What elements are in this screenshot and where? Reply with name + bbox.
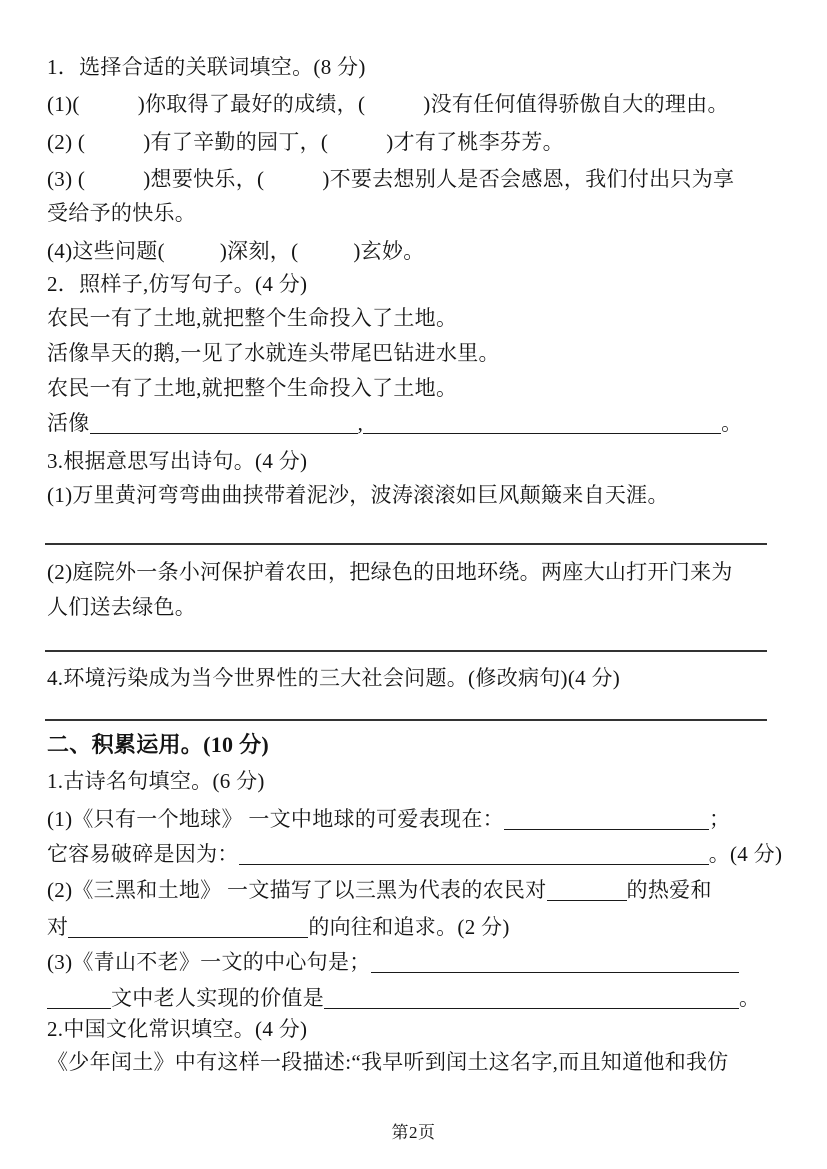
text-run: (3)《青山不老》一文的中心句是；	[47, 950, 371, 974]
paren-blank	[328, 148, 386, 149]
text-run: )深刻，(	[219, 239, 299, 263]
s2-q1-item-1-line-1	[47, 807, 730, 832]
text-run: 的热爱和	[626, 878, 712, 902]
q1-item-2	[47, 130, 564, 155]
s2-q1-item-3-line-2	[47, 986, 760, 1011]
answer-rule	[45, 719, 767, 721]
s2-q1-item-2-line-1	[47, 878, 712, 903]
answer-rule	[45, 543, 767, 545]
q1-item-3	[47, 167, 734, 192]
section2-heading: 二、积累运用。(10 分)	[47, 732, 270, 757]
text-run: 的向往和追求。(2 分)	[308, 915, 510, 939]
text-run: )才有了桃李芬芳。	[386, 130, 564, 154]
text-run: 。	[721, 411, 743, 435]
q2-prompt: 农民一有了土地,就把整个生命投入了土地。	[47, 376, 458, 400]
page-number: 第2页	[391, 1123, 436, 1142]
text-run: 它容易破碎是因为：	[47, 842, 239, 866]
s2-q1-item-2-line-2	[47, 915, 510, 940]
q1-item-1	[47, 92, 729, 117]
q1-heading: 1．选择合适的关联词填空。(8 分)	[47, 55, 366, 79]
paren-blank	[80, 110, 138, 111]
text-run: (2) (	[47, 130, 86, 154]
text-run: 。(4 分)	[708, 842, 783, 866]
answer-blank	[68, 917, 308, 938]
s2-q2-passage: 《少年闰土》中有这样一段描述:“我早听到闰土这名字,而且知道他和我仿	[47, 1050, 729, 1074]
paren-blank	[165, 257, 220, 258]
paren-blank	[85, 148, 143, 149]
text-run: )没有任何值得骄傲自大的理由。	[423, 92, 729, 116]
answer-blank	[547, 880, 627, 901]
text-run: )有了辛勤的园丁，(	[143, 130, 329, 154]
answer-blank	[90, 413, 358, 434]
s2-q1-item-1-line-2	[47, 842, 782, 867]
text-run: )想要快乐，(	[143, 167, 265, 191]
answer-rule	[45, 650, 767, 652]
text-run: (1)(	[47, 92, 80, 116]
text-run: 。	[739, 986, 761, 1010]
answer-blank	[324, 988, 739, 1009]
text-run: 对	[47, 915, 69, 939]
text-run: ；	[708, 807, 731, 831]
q2-heading: 2．照样子,仿写句子。(4 分)	[47, 272, 308, 296]
s2-q1-item-3-line-1	[47, 950, 739, 975]
answer-blank	[47, 988, 111, 1009]
q2-answer-line	[47, 411, 742, 436]
q1-item-3-continuation: 受给予的快乐。	[47, 201, 197, 225]
answer-blank	[371, 952, 739, 973]
paren-blank	[298, 257, 353, 258]
q3-heading: 3.根据意思写出诗句。(4 分)	[47, 449, 308, 473]
text-run: )你取得了最好的成绩，(	[137, 92, 366, 116]
paren-blank	[365, 110, 423, 111]
q3-item-2-line-1: (2)庭院外一条小河保护着农田，把绿色的田地环绕。两座大山打开门来为	[47, 560, 733, 584]
answer-blank	[363, 413, 721, 434]
q3-item-1: (1)万里黄河弯弯曲曲挟带着泥沙，波涛滚滚如巨风颠簸来自天涯。	[47, 483, 669, 507]
paren-blank	[264, 185, 322, 186]
q2-example-2: 活像旱天的鹅,一见了水就连头带尾巴钻进水里。	[47, 341, 500, 365]
text-run: ,	[357, 411, 364, 435]
text-run: (1)《只有一个地球》 一文中地球的可爱表现在：	[47, 807, 504, 831]
text-run: )玄妙。	[353, 239, 425, 263]
text-run: 活像	[47, 411, 90, 435]
q1-item-4	[47, 239, 425, 264]
text-run: (4)这些问题(	[47, 239, 165, 263]
answer-blank	[239, 844, 709, 865]
text-run: (2)《三黑和土地》 一文描写了以三黑为代表的农民对	[47, 878, 547, 902]
text-run: 文中老人实现的价值是	[111, 986, 324, 1010]
paren-blank	[85, 185, 143, 186]
answer-blank	[504, 809, 709, 830]
text-run: (3) (	[47, 167, 86, 191]
s2-q2-heading: 2.中国文化常识填空。(4 分)	[47, 1017, 308, 1041]
text-run: )不要去想别人是否会感恩，我们付出只为享	[322, 167, 735, 191]
q3-item-2-line-2: 人们送去绿色。	[47, 595, 197, 619]
s2-q1-heading: 1.古诗名句填空。(6 分)	[47, 769, 265, 793]
q2-example-1: 农民一有了土地,就把整个生命投入了土地。	[47, 306, 458, 330]
q4-heading: 4.环境污染成为当今世界性的三大社会问题。(修改病句)(4 分)	[47, 666, 621, 690]
